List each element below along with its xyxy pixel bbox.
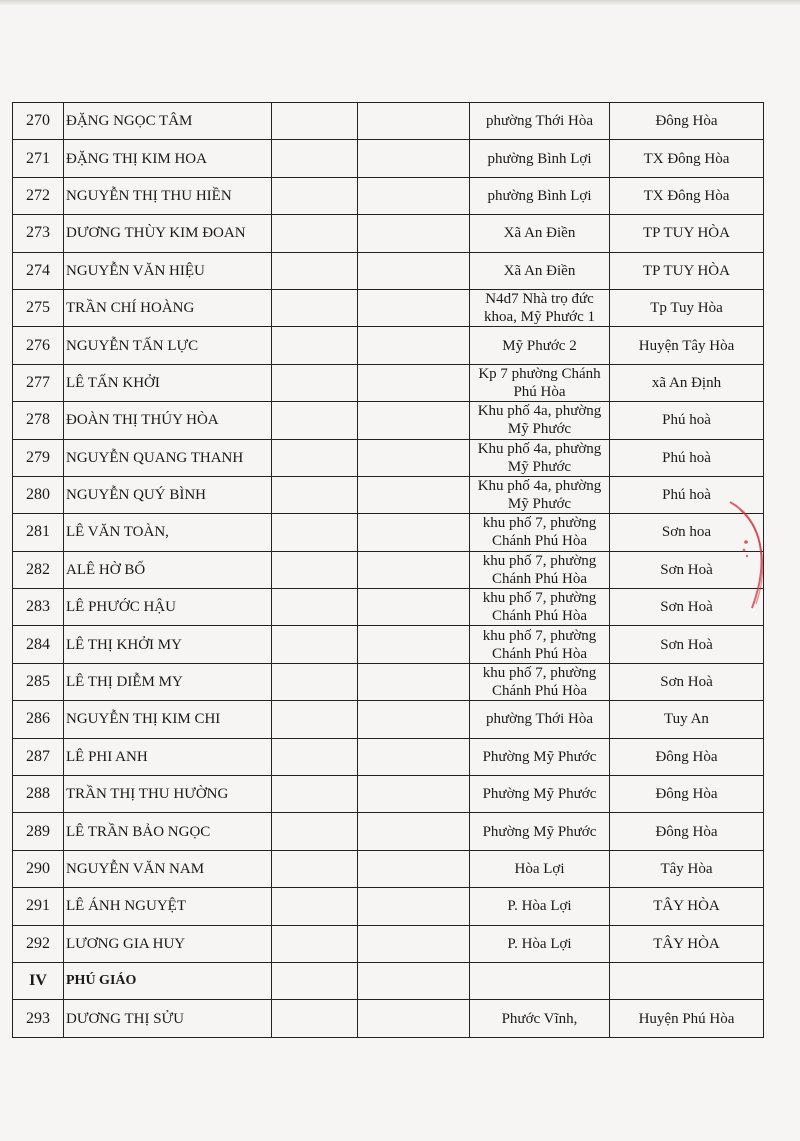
person-name: NGUYỄN QUANG THANH: [64, 439, 272, 476]
address-cell: phường Bình Lợi: [470, 177, 610, 214]
empty-cell: [358, 701, 470, 738]
address-cell: Phước Vĩnh,: [470, 1000, 610, 1037]
empty-cell: [358, 551, 470, 588]
row-number: 279: [13, 439, 64, 476]
table-row: [13, 813, 764, 850]
address-cell: phường Bình Lợi: [470, 140, 610, 177]
table-row: [13, 776, 764, 813]
row-number: 273: [13, 215, 64, 252]
table-row: [13, 252, 764, 289]
address-cell: Mỹ Phước 2: [470, 327, 610, 364]
empty-cell: [358, 663, 470, 700]
person-name: ĐẶNG NGỌC TÂM: [64, 103, 272, 140]
district-cell: Đông Hòa: [610, 103, 764, 140]
empty-cell: [272, 925, 358, 962]
district-cell: Sơn Hoà: [610, 551, 764, 588]
table-row: [13, 551, 764, 588]
table-row: [13, 140, 764, 177]
scan-edge: [0, 0, 800, 6]
person-name: ALÊ HỜ BỐ: [64, 551, 272, 588]
empty-cell: [358, 626, 470, 663]
empty-cell: [358, 402, 470, 439]
empty-cell: [272, 140, 358, 177]
row-number: 275: [13, 289, 64, 326]
empty-cell: [358, 177, 470, 214]
district-cell: Tây Hòa: [610, 850, 764, 887]
address-cell: Khu phố 4a, phường Mỹ Phước: [470, 476, 610, 513]
row-number: 293: [13, 1000, 64, 1037]
district-cell: xã An Định: [610, 364, 764, 401]
address-cell: N4d7 Nhà trọ đức khoa, Mỹ Phước 1: [470, 289, 610, 326]
empty-cell: [272, 476, 358, 513]
person-name: NGUYỄN QUÝ BÌNH: [64, 476, 272, 513]
empty-cell: [272, 738, 358, 775]
table-row: [13, 663, 764, 700]
district-cell: Sơn Hoà: [610, 663, 764, 700]
address-cell: Kp 7 phường Chánh Phú Hòa: [470, 364, 610, 401]
empty-cell: [358, 1000, 470, 1037]
person-name: LÊ THỊ DIỄM MY: [64, 663, 272, 700]
district-cell: Tp Tuy Hòa: [610, 289, 764, 326]
row-number: 282: [13, 551, 64, 588]
person-name: NGUYỄN VĂN HIỆU: [64, 252, 272, 289]
district-cell: Sơn hoa: [610, 514, 764, 551]
empty-cell: [358, 888, 470, 925]
district-cell: Huyện Tây Hòa: [610, 327, 764, 364]
empty-cell: [358, 289, 470, 326]
district-cell: Sơn Hoà: [610, 626, 764, 663]
empty-cell: [470, 962, 610, 999]
empty-cell: [272, 364, 358, 401]
person-name: LÊ VĂN TOÀN,: [64, 514, 272, 551]
empty-cell: [358, 103, 470, 140]
table-row: [13, 888, 764, 925]
person-name: NGUYỄN THỊ THU HIỀN: [64, 177, 272, 214]
table-row: [13, 177, 764, 214]
address-cell: phường Thới Hòa: [470, 701, 610, 738]
empty-cell: [272, 701, 358, 738]
row-number: 271: [13, 140, 64, 177]
table-row: [13, 626, 764, 663]
empty-cell: [358, 776, 470, 813]
person-name: LƯƠNG GIA HUY: [64, 925, 272, 962]
empty-cell: [272, 589, 358, 626]
empty-cell: [272, 514, 358, 551]
person-name: ĐẶNG THỊ KIM HOA: [64, 140, 272, 177]
district-cell: TX Đông Hòa: [610, 140, 764, 177]
empty-cell: [358, 252, 470, 289]
empty-cell: [272, 327, 358, 364]
empty-cell: [358, 215, 470, 252]
empty-cell: [272, 103, 358, 140]
empty-cell: [358, 925, 470, 962]
row-number: 290: [13, 850, 64, 887]
empty-cell: [272, 402, 358, 439]
empty-cell: [358, 140, 470, 177]
empty-cell: [358, 850, 470, 887]
empty-cell: [272, 962, 358, 999]
row-number: 272: [13, 177, 64, 214]
section-row: [13, 962, 764, 999]
row-number: 276: [13, 327, 64, 364]
table-row: [13, 1000, 764, 1037]
address-cell: Phường Mỹ Phước: [470, 738, 610, 775]
table-row: [13, 402, 764, 439]
district-cell: Phú hoà: [610, 476, 764, 513]
address-cell: P. Hòa Lợi: [470, 888, 610, 925]
row-number: 285: [13, 663, 64, 700]
person-name: ĐOÀN THỊ THÚY HÒA: [64, 402, 272, 439]
empty-cell: [358, 738, 470, 775]
row-number: 291: [13, 888, 64, 925]
address-cell: P. Hòa Lợi: [470, 925, 610, 962]
empty-cell: [358, 327, 470, 364]
table-row: [13, 327, 764, 364]
empty-cell: [272, 850, 358, 887]
person-name: DƯƠNG THÙY KIM ĐOAN: [64, 215, 272, 252]
person-name: LÊ THỊ KHỞI MY: [64, 626, 272, 663]
empty-cell: [358, 514, 470, 551]
empty-cell: [272, 888, 358, 925]
district-cell: Phú hoà: [610, 402, 764, 439]
row-number: 274: [13, 252, 64, 289]
table-row: [13, 514, 764, 551]
people-table: [12, 102, 764, 1038]
person-name: LÊ TRẦN BẢO NGỌC: [64, 813, 272, 850]
address-cell: Khu phố 4a, phường Mỹ Phước: [470, 439, 610, 476]
address-cell: khu phố 7, phường Chánh Phú Hòa: [470, 551, 610, 588]
row-number: 292: [13, 925, 64, 962]
person-name: LÊ PHI ANH: [64, 738, 272, 775]
address-cell: Khu phố 4a, phường Mỹ Phước: [470, 402, 610, 439]
table-row: [13, 701, 764, 738]
address-cell: khu phố 7, phường Chánh Phú Hòa: [470, 663, 610, 700]
empty-cell: [358, 589, 470, 626]
row-number: 270: [13, 103, 64, 140]
address-cell: Phường Mỹ Phước: [470, 813, 610, 850]
empty-cell: [272, 776, 358, 813]
district-cell: Đông Hòa: [610, 813, 764, 850]
table-row: [13, 738, 764, 775]
empty-cell: [272, 215, 358, 252]
row-number: 287: [13, 738, 64, 775]
empty-cell: [272, 289, 358, 326]
district-cell: Tuy An: [610, 701, 764, 738]
row-number: 284: [13, 626, 64, 663]
address-cell: khu phố 7, phường Chánh Phú Hòa: [470, 514, 610, 551]
district-cell: TX Đông Hòa: [610, 177, 764, 214]
district-cell: Phú hoà: [610, 439, 764, 476]
empty-cell: [272, 551, 358, 588]
table-row: [13, 439, 764, 476]
empty-cell: [272, 813, 358, 850]
row-number: 277: [13, 364, 64, 401]
address-cell: Xã An Điền: [470, 252, 610, 289]
person-name: LÊ ÁNH NGUYỆT: [64, 888, 272, 925]
empty-cell: [272, 1000, 358, 1037]
table-body: [13, 103, 764, 1038]
table-row: [13, 364, 764, 401]
district-cell: TÂY HÒA: [610, 888, 764, 925]
district-cell: TÂY HÒA: [610, 925, 764, 962]
row-number: 288: [13, 776, 64, 813]
section-title: PHÚ GIÁO: [64, 962, 272, 999]
table-row: [13, 215, 764, 252]
address-cell: Xã An Điền: [470, 215, 610, 252]
person-name: LÊ PHƯỚC HẬU: [64, 589, 272, 626]
table-row: [13, 289, 764, 326]
address-cell: phường Thới Hòa: [470, 103, 610, 140]
person-name: TRẦN CHÍ HOÀNG: [64, 289, 272, 326]
district-cell: TP TUY HÒA: [610, 252, 764, 289]
row-number: 280: [13, 476, 64, 513]
empty-cell: [272, 177, 358, 214]
row-number: 278: [13, 402, 64, 439]
person-name: NGUYỄN THỊ KIM CHI: [64, 701, 272, 738]
row-number: 281: [13, 514, 64, 551]
person-name: TRẦN THỊ THU HƯỜNG: [64, 776, 272, 813]
empty-cell: [272, 252, 358, 289]
person-name: LÊ TẤN KHỞI: [64, 364, 272, 401]
district-cell: Đông Hòa: [610, 738, 764, 775]
district-cell: Đông Hòa: [610, 776, 764, 813]
empty-cell: [358, 813, 470, 850]
district-cell: Sơn Hoà: [610, 589, 764, 626]
address-cell: Hòa Lợi: [470, 850, 610, 887]
section-number: IV: [13, 962, 64, 999]
person-name: DƯƠNG THỊ SỬU: [64, 1000, 272, 1037]
district-cell: TP TUY HÒA: [610, 215, 764, 252]
address-cell: khu phố 7, phường Chánh Phú Hòa: [470, 626, 610, 663]
row-number: 286: [13, 701, 64, 738]
empty-cell: [358, 476, 470, 513]
table-row: [13, 103, 764, 140]
person-name: NGUYỄN TẤN LỰC: [64, 327, 272, 364]
address-cell: Phường Mỹ Phước: [470, 776, 610, 813]
table-row: [13, 589, 764, 626]
empty-cell: [358, 364, 470, 401]
row-number: 283: [13, 589, 64, 626]
empty-cell: [272, 663, 358, 700]
empty-cell: [358, 439, 470, 476]
address-cell: khu phố 7, phường Chánh Phú Hòa: [470, 589, 610, 626]
person-name: NGUYỄN VĂN NAM: [64, 850, 272, 887]
row-number: 289: [13, 813, 64, 850]
table-row: [13, 925, 764, 962]
district-cell: Huyện Phú Hòa: [610, 1000, 764, 1037]
empty-cell: [358, 962, 470, 999]
table-row: [13, 850, 764, 887]
table-row: [13, 476, 764, 513]
empty-cell: [610, 962, 764, 999]
empty-cell: [272, 439, 358, 476]
empty-cell: [272, 626, 358, 663]
